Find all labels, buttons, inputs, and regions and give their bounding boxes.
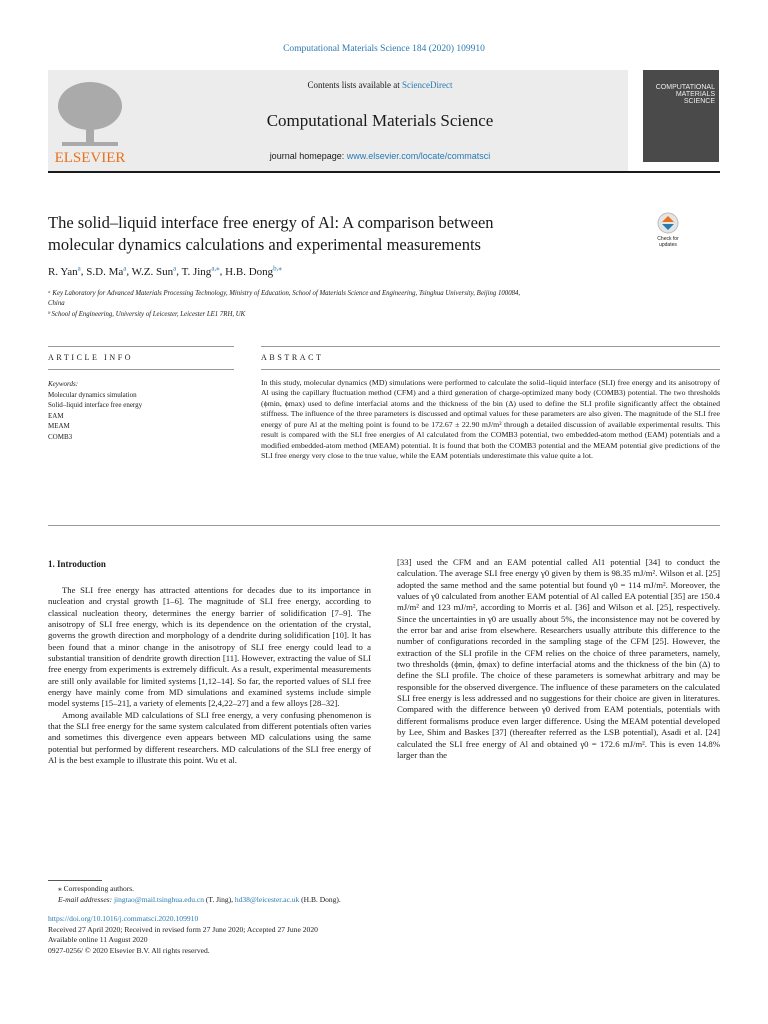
article-info-rule [48,346,234,347]
abstract-heading: ABSTRACT [261,353,324,362]
author[interactable]: R. Yan$^a$ [48,264,81,278]
header-divider [48,171,720,173]
keyword: EAM [48,411,64,420]
section-heading-introduction: 1. Introduction [48,559,106,569]
author[interactable]: S.D. Ma$^a$ [86,264,127,278]
paragraph: Among available MD calculations of SLI free energy, a very confusing phenomenon is that the SLI free energy for the same system calculated from different potentials often varies and sometimes this divergence even appears between MD calculations using the same potential but performed by different researchers. MD calculations of the SLI free energy of Al is the best example to illustrate this point. Wu et al. [48,709,371,766]
footnotes [48,883,341,905]
keyword: Solid–liquid interface free energy [48,401,143,410]
journal-cover-thumbnail[interactable]: COMPUTATIONAL MATERIALS SCIENCE [643,70,719,162]
email-addresses: E-mail addresses: jingtao@mail.tsinghua.edu.cn (T. Jing), hd38@leicester.ac.uk (H.B. Dong). [58,895,341,904]
body-column-left [48,585,371,767]
email-link[interactable]: jingtao@mail.tsinghua.edu.cn [113,895,204,904]
keyword: MEAM [48,422,70,431]
article-info-heading: ARTICLE INFO [48,353,134,362]
journal-homepage-line: journal homepage: www.elsevier.com/locate/commatsci [269,151,491,161]
keywords-label: Keywords: [48,380,79,388]
publication-info [48,914,318,956]
author[interactable]: T. Jing$^{a,⁎}$ [181,264,220,278]
abstract-rule [261,346,720,347]
available-online: Available online 11 August 2020 [48,935,148,944]
sciencedirect-link[interactable]: ScienceDirect [402,80,453,90]
paragraph: [33] used the CFM and an EAM potential called Al1 potential [34] to conduct the calculation. The average SLI free energy γ0 given by them is 98.35 mJ/m². Wilson et al. [25] adopted the same method and the same potential but found γ0 = 114 mJ/m². Moreover, the values of γ0 calculated from another EAM potential of Al called EA potential [35] are 150.4 mJ/m² and 123 mJ/m², according to Morris et al. [36] and Wilson et al. [25], respectively. Since the uncertainties in γ0 are usually about 5%, the inconsistence may not be covered by the error bar and arise from elsewhere. Researchers usually attribute this difference to the number of configurations recorded in the sampling stage of the CFM [25]. However, the extraction of the SLI profile in the CFM relies on the choice of three parameters, namely, two thresholds (ϕmin, ϕmax) to define interfacial atoms and the thickness of the bin (Δ) to define the SLI profile. The choice of these parameters is somewhat arbitrary and may be responsible for the observed divergence. The influence of these parameters on the calculated SLI free energy is less addressed and no suggestions for their choice are given in literatures. Compared with the difference between γ0 derived from EAM potentials, potentials with different formalisms produce even larger difference. Using the MEAM potential developed by Lee, Shim and Baskes [37] (thereafter referred as the LSB potential), Asadi et al. [24] calculated the SLI free energy of Al and obtained γ0 = 172.6 mJ/m². This is even 14.8% larger than the [397,557,720,760]
svg-text:ELSEVIER: ELSEVIER [54,150,126,166]
abstract-bottom-rule [48,525,720,526]
body-column-right [397,557,720,761]
contents-available-line: Contents lists available at ScienceDirect [307,80,453,90]
keywords-list [48,390,142,442]
article-title: The solid–liquid interface free energy of Al: A comparison between molecular dynamics calculations and experimental measurements [48,213,494,254]
author[interactable]: H.B. Dong$^{b,⁎}$ [225,264,282,278]
author-list: R. Yan$^a$, S.D. Ma$^a$, W.Z. Sun$^a$, T. Jing$^{a,⁎}$, H.B. Dong$^{b,⁎}$ [48,264,282,278]
elsevier-logo[interactable] [50,76,130,168]
email-link[interactable]: hd38@leicester.ac.uk [234,895,300,904]
doi-link[interactable]: https://doi.org/10.1016/j.commatsci.2020.109910 [48,914,199,923]
abstract-rule-2 [261,369,720,370]
affiliation-b: ᵇ School of Engineering, University of Leicester, Leicester LE1 7RH, UK [48,311,246,318]
footnote-rule [48,880,102,881]
affiliation-a: ᵃ Key Laboratory for Advanced Materials Processing Technology, Ministry of Education, School of Materials Science and Engineering, Tsinghua University, Beijing 100084, China [48,290,521,307]
keyword: Molecular dynamics simulation [48,391,137,399]
author[interactable]: W.Z. Sun$^a$ [131,264,177,278]
copyright: 0927-0256/ © 2020 Elsevier B.V. All rights reserved. [48,945,210,955]
received-dates: Received 27 April 2020; Received in revised form 27 June 2020; Accepted 27 June 2020 [48,924,318,934]
journal-reference-link[interactable]: Computational Materials Science 184 (2020) 109910 [283,44,485,54]
abstract-text: In this study, molecular dynamics (MD) simulations were performed to calculate the solid–liquid interface (SLI) free energy and its anisotropy of Al using the capillary fluctuation method (CFM) and a third generation of charge-optimized many body (COMB3) potential. The two thresholds (ϕmin, ϕmax) used to define interfacial atoms and the thickness of the bin (Δ) used to define the SLI profile significantly affect the obtained stiffness. The influence of the three parameters is discussed and optimal values for these parameters are also given. The magnitude of the SLI free energy of pure Al at the melting point is found to be 172.67 ± 22.90 mJ/m² through a detailed discussion of available experimental results. This result is compared with the SLI free energies of Al calculated from the COMB3 potential, two embedded-atom method (EAM) potentials and a modified embedded-atom method (MEAM) potential. It is found that both the COMB3 potential and the MEAM potential give predictions of the SLI free energy very close to the true value, while the EAM potentials underestimate this value quite a lot. [261,378,720,461]
journal-homepage-link[interactable]: www.elsevier.com/locate/commatsci [346,151,491,161]
article-info-rule-2 [48,369,234,370]
check-for-updates-badge[interactable]: Check for updates [648,212,688,256]
journal-title: Computational Materials Science [266,111,494,130]
corresponding-note: ⁎ Corresponding authors. [58,884,135,893]
keyword: COMB3 [48,432,73,441]
paragraph: The SLI free energy has attracted attentions for decades due to its importance in nucleation and crystal growth [1–6]. The magnitude of SLI free energy, according to classical nucleation theory, determines the energy barrier of solidification [7–9]. The anisotropy of SLI free energy, which is its dependence on the orientation of the crystal, governs the growth direction and morphology of a dendrite during solidification [10]. It has been found that a minor change in the anisotropy of SLI free energy could lead to a substantial transition of dendrite growth direction [11]. However, extracting the value of SLI free energy from experiments is extremely difficult. As a result, experimental measurements are still only available for limited systems [1,12–14]. So far, the reported values of SLI free energy have mainly come from MD simulations and examined systems include simple model systems [15–21], a variety of elements [2,4,22–27] and a few alloys [28–32]. [48,585,371,709]
